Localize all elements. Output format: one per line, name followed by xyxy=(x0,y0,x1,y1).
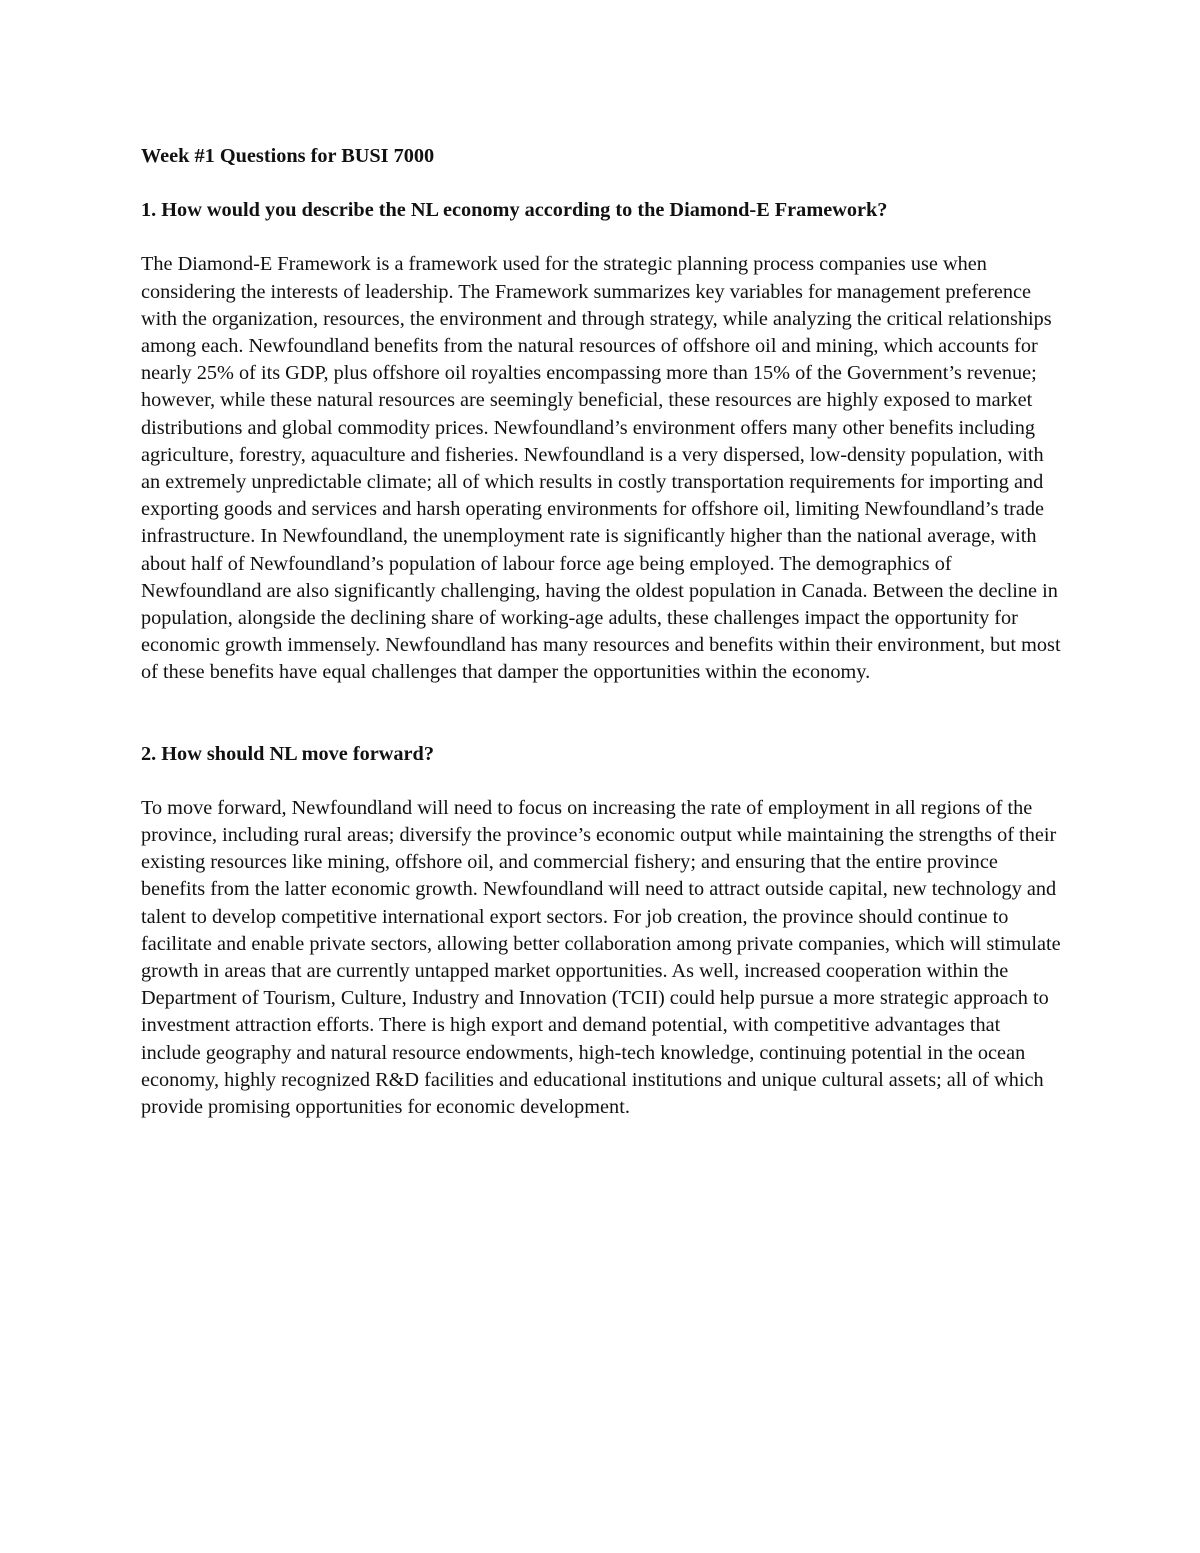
answer-1-paragraph: The Diamond-E Framework is a framework used for the strategic planning process companies use when considering the interests of leadership. The Framework summarizes key variables for management preference with the organization, resources, the environment and through strategy, while analyzing the critical relationships among each. Newfoundland benefits from the natural resources of offshore oil and mining, which accounts for nearly 25% of its GDP, plus offshore oil royalties encompassing more than 15% of the Government’s revenue; however, while these natural resources are seemingly beneficial, these resources are highly exposed to market distributions and global commodity prices. Newfoundland’s environment offers many other benefits including agriculture, forestry, aquaculture and fisheries. Newfoundland is a very dispersed, low-density population, with an extremely unpredictable climate; all of which results in costly transportation requirements for importing and exporting goods and services and harsh operating environments for offshore oil, limiting Newfoundland’s trade infrastructure. In Newfoundland, the unemployment rate is significantly higher than the national average, with about half of Newfoundland’s population of labour force age being employed. The demographics of Newfoundland are also significantly challenging, having the oldest population in Canada. Between the decline in population, alongside the declining share of working-age adults, these challenges impact the opportunity for economic growth immensely. Newfoundland has many resources and benefits within their environment, but most of these benefits have equal challenges that damper the opportunities within the economy. xyxy=(141,253,1061,684)
question-1-heading: 1. How would you describe the NL economy according to the Diamond-E Framework? xyxy=(141,199,888,222)
question-2-heading: 2. How should NL move forward? xyxy=(141,742,434,765)
answer-2-paragraph: To move forward, Newfoundland will need to focus on increasing the rate of employment in all regions of the province, including rural areas; diversify the province’s economic output while maintaining the strengths of their existing resources like mining, offshore oil, and commercial fishery; and ensuring that the entire province benefits from the latter economic growth. Newfoundland will need to attract outside capital, new technology and talent to develop competitive international export sectors. For job creation, the province should continue to facilitate and enable private sectors, allowing better collaboration among private companies, which will stimulate growth in areas that are currently untapped market opportunities. As well, increased cooperation within the Department of Tourism, Culture, Industry and Innovation (TCII) could help pursue a more strategic approach to investment attraction efforts. There is high export and demand potential, with competitive advantages that include geography and natural resource endowments, high-tech knowledge, continuing potential in the ocean economy, highly recognized R&D facilities and educational institutions and unique cultural assets; all of which provide promising opportunities for economic development. xyxy=(141,796,1061,1119)
document-body xyxy=(141,143,1061,1121)
section-spacer xyxy=(141,687,1061,741)
document-title: Week #1 Questions for BUSI 7000 xyxy=(141,145,435,167)
